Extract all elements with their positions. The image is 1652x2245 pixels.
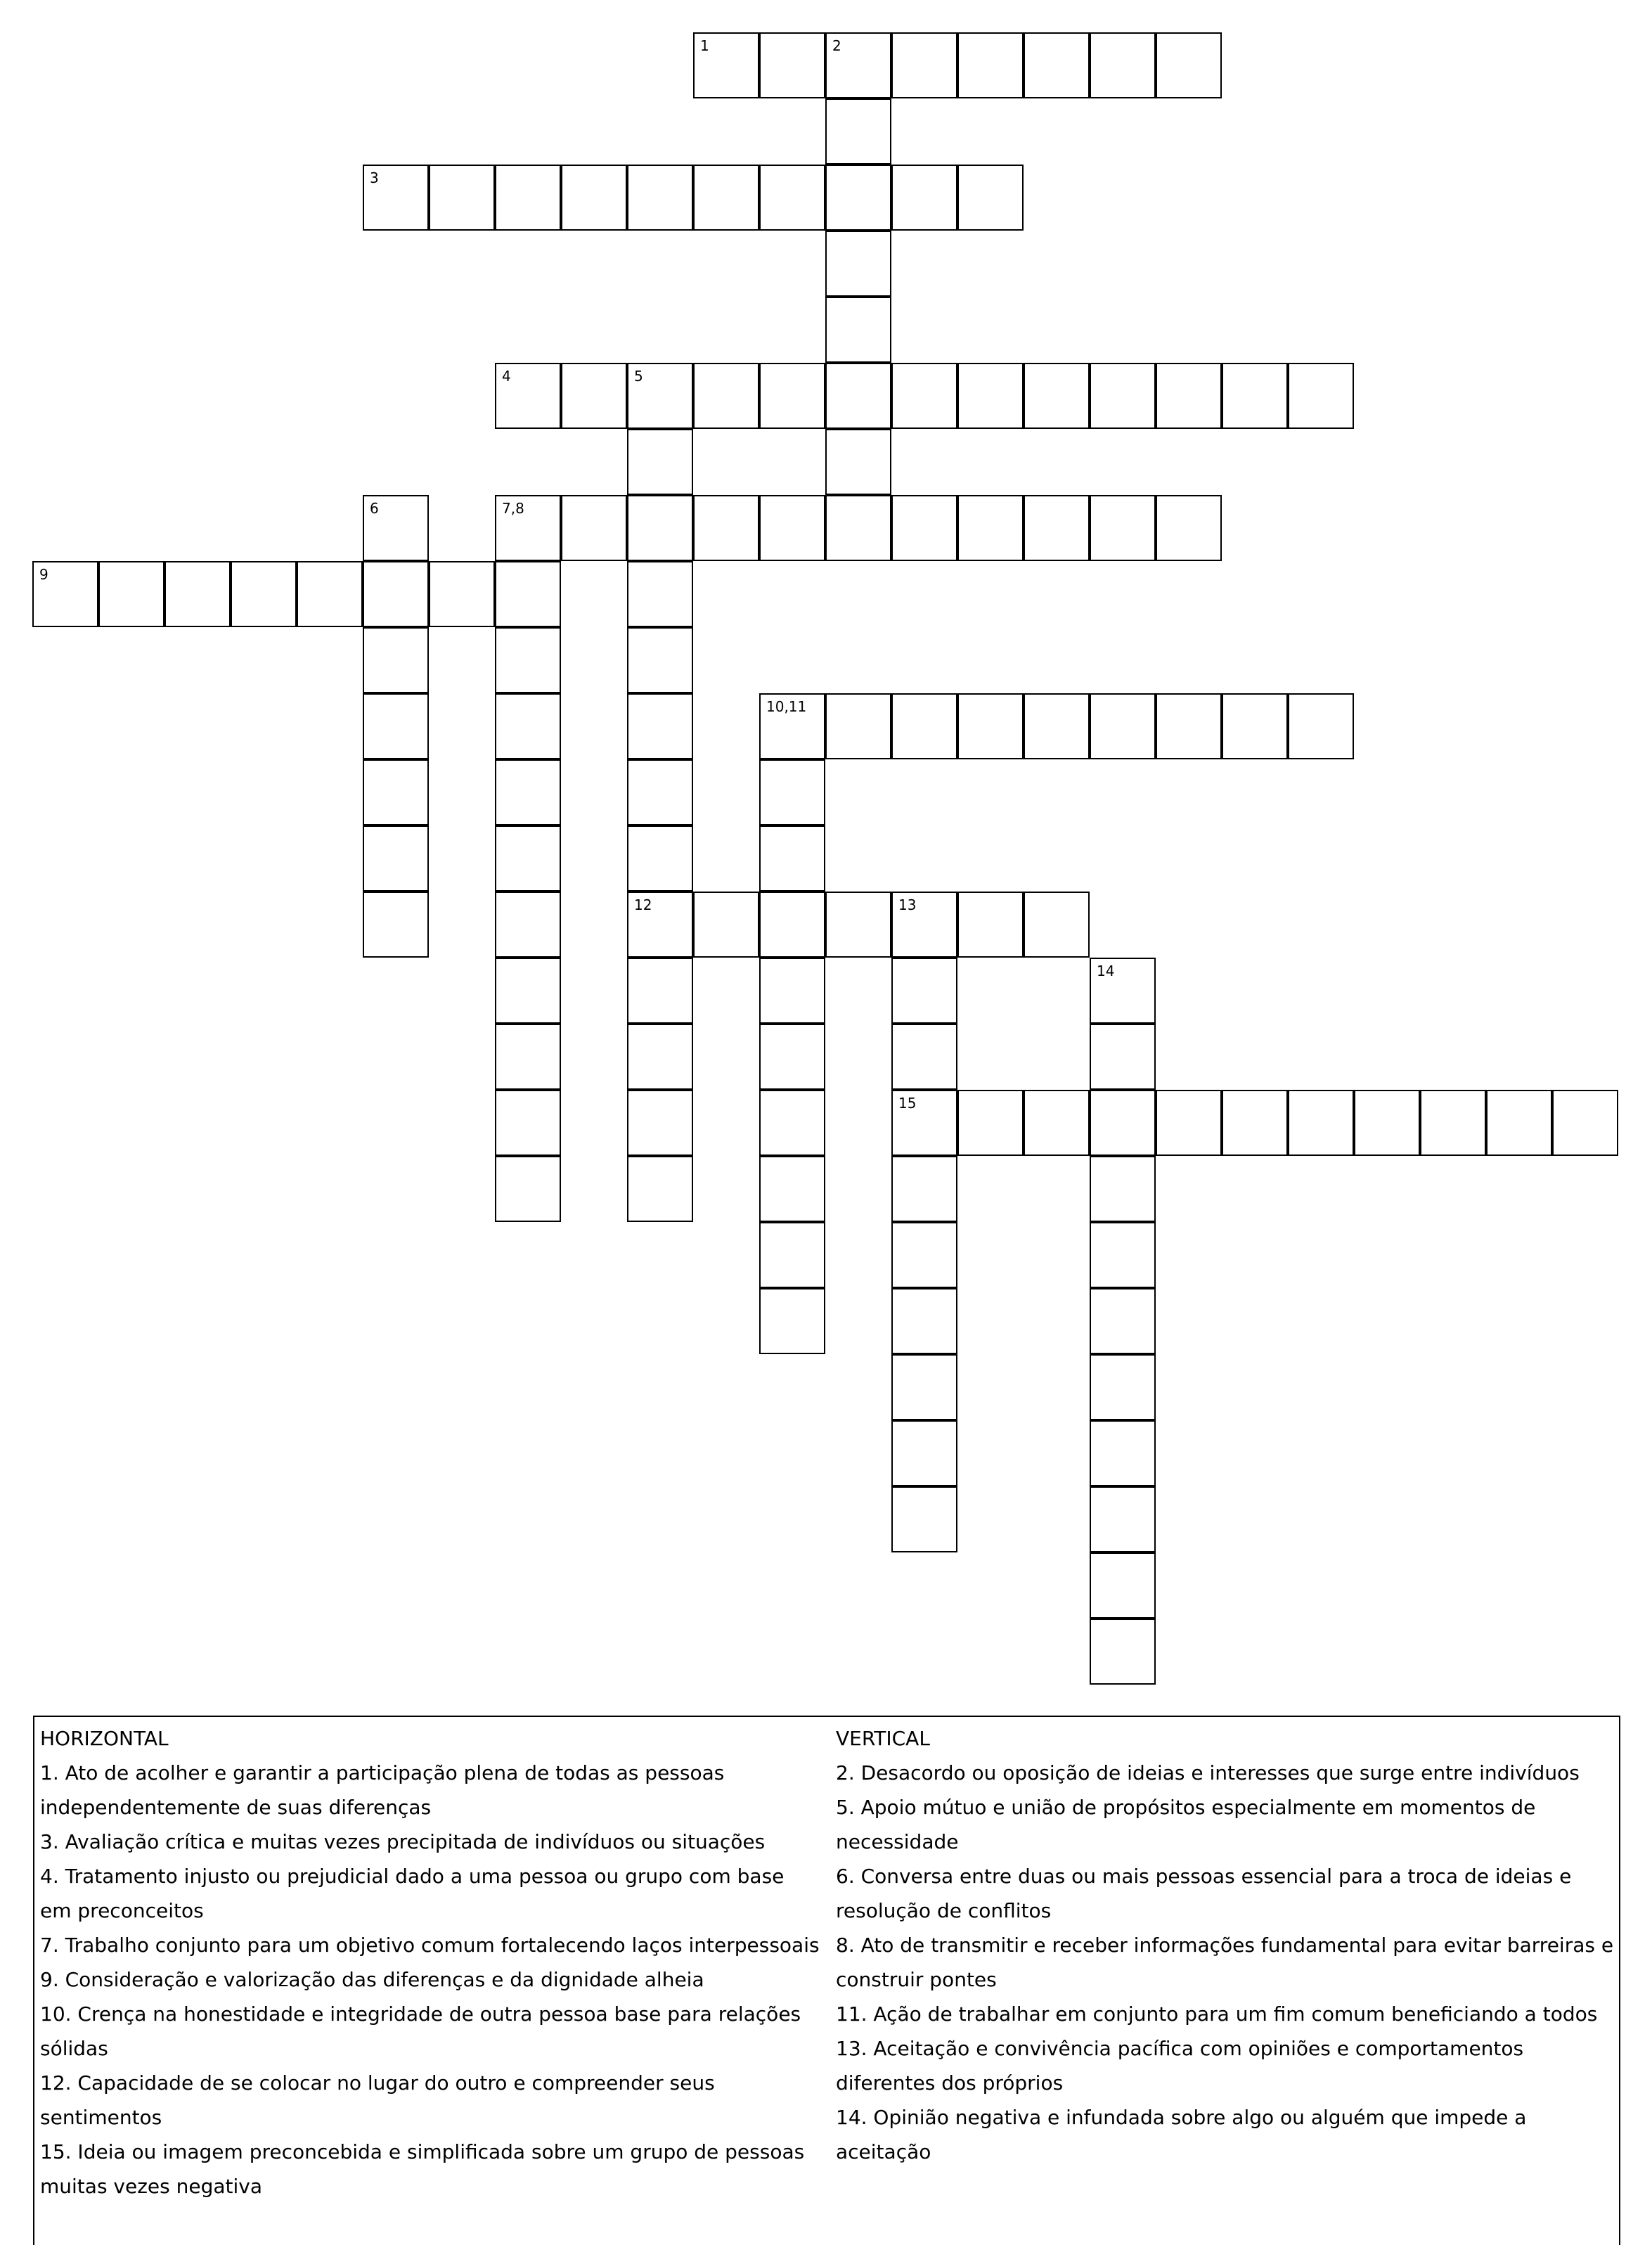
grid-cell [627, 1024, 693, 1090]
grid-cell [1090, 693, 1156, 759]
grid-cell [891, 1420, 957, 1486]
grid-cell [825, 165, 891, 231]
grid-cell [1288, 693, 1354, 759]
grid-cell [957, 495, 1024, 561]
grid-cell [1024, 892, 1090, 958]
clue-v-8: 8. Ato de transmitir e receber informações fundamental para evitar barreiras e construir pontes [836, 1934, 1614, 1991]
grid-cell [693, 165, 759, 231]
grid-cell [825, 693, 891, 759]
grid-cell [1090, 958, 1156, 1024]
grid-cell [825, 32, 891, 98]
vertical-clues [836, 1721, 1616, 2169]
grid-cell [627, 1156, 693, 1222]
grid-cell [825, 231, 891, 297]
clue-number: 4 [502, 368, 511, 385]
horizontal-clues [40, 1721, 820, 2204]
grid-cell [1090, 363, 1156, 429]
clue-h-9: 9. Consideração e valorização das diferenças e da dignidade alheia [40, 1968, 704, 1991]
grid-cell [1156, 495, 1222, 561]
grid-cell [627, 759, 693, 825]
grid-cell [1090, 1156, 1156, 1222]
grid-cell [1090, 1090, 1156, 1156]
grid-cell [759, 892, 825, 958]
grid-cell [759, 759, 825, 825]
grid-cell [891, 892, 957, 958]
grid-cell [495, 363, 561, 429]
grid-cell [891, 958, 957, 1024]
grid-cell [1024, 1090, 1090, 1156]
grid-cell [891, 1090, 957, 1156]
clue-v-13: 13. Aceitação e convivência pacífica com opiniões e comportamentos diferentes dos próprios [836, 2037, 1524, 2095]
grid-cell [891, 32, 957, 98]
grid-cell [1090, 1354, 1156, 1420]
clue-number: 10,11 [766, 698, 807, 715]
grid-cell [1090, 1552, 1156, 1619]
grid-cell [495, 1024, 561, 1090]
grid-cell [1090, 1024, 1156, 1090]
grid-cell [495, 825, 561, 892]
grid-cell [429, 165, 495, 231]
grid-cell [957, 165, 1024, 231]
grid-cell [495, 495, 561, 561]
clue-number: 15 [898, 1095, 917, 1112]
clue-number: 5 [634, 368, 643, 385]
clue-h-4: 4. Tratamento injusto ou prejudicial dado a uma pessoa ou grupo com base em preconceitos [40, 1865, 785, 1922]
grid-cell [891, 1288, 957, 1354]
clue-number: 12 [634, 896, 652, 913]
grid-cell [627, 627, 693, 693]
horizontal-heading: HORIZONTAL [40, 1727, 169, 1750]
clue-h-3: 3. Avaliação crítica e muitas vezes precipitada de indivíduos ou situações [40, 1830, 766, 1853]
grid-cell [1090, 1222, 1156, 1288]
grid-cell [1222, 1090, 1288, 1156]
clue-h-15: 15. Ideia ou imagem preconcebida e simplificada sobre um grupo de pessoas muitas vezes negativa [40, 2140, 805, 2198]
grid-cell [759, 1090, 825, 1156]
grid-cell [363, 627, 429, 693]
grid-cell [759, 693, 825, 759]
grid-cell [627, 825, 693, 892]
grid-cell [495, 561, 561, 627]
grid-cell [363, 759, 429, 825]
grid-cell [627, 495, 693, 561]
grid-cell [825, 892, 891, 958]
clue-h-1: 1. Ato de acolher e garantir a participação plena de todas as pessoas independentemente de suas diferenças [40, 1761, 725, 1819]
grid-cell [891, 693, 957, 759]
grid-cell [1288, 363, 1354, 429]
grid-cell [891, 165, 957, 231]
grid-cell [825, 495, 891, 561]
grid-cell [1354, 1090, 1420, 1156]
clue-number: 9 [39, 566, 49, 583]
grid-cell [495, 892, 561, 958]
grid-cell [825, 98, 891, 165]
grid-cell [561, 363, 627, 429]
grid-cell [1090, 1288, 1156, 1354]
grid-cell [32, 561, 98, 627]
grid-cell [1156, 693, 1222, 759]
grid-cell [297, 561, 363, 627]
grid-cell [627, 165, 693, 231]
grid-cell [495, 1156, 561, 1222]
grid-cell [693, 32, 759, 98]
clue-number: 3 [370, 169, 379, 186]
grid-cell [1024, 32, 1090, 98]
clue-v-2: 2. Desacordo ou oposição de ideias e interesses que surge entre indivíduos [836, 1761, 1580, 1784]
grid-cell [891, 1222, 957, 1288]
grid-cell [759, 32, 825, 98]
grid-cell [759, 1288, 825, 1354]
grid-cell [957, 693, 1024, 759]
grid-cell [957, 363, 1024, 429]
grid-cell [1090, 1486, 1156, 1552]
grid-cell [1486, 1090, 1552, 1156]
clue-number: 1 [700, 37, 709, 54]
grid-cell [363, 693, 429, 759]
grid-cell [693, 363, 759, 429]
grid-cell [1024, 363, 1090, 429]
grid-cell [1156, 32, 1222, 98]
grid-cell [627, 892, 693, 958]
grid-cell [164, 561, 231, 627]
grid-cell [891, 1024, 957, 1090]
grid-cell [429, 561, 495, 627]
grid-cell [825, 363, 891, 429]
grid-cell [1090, 1619, 1156, 1685]
vertical-heading: VERTICAL [836, 1727, 930, 1750]
grid-cell [495, 759, 561, 825]
grid-cell [759, 1024, 825, 1090]
grid-cell [363, 561, 429, 627]
grid-cell [627, 958, 693, 1024]
grid-cell [1288, 1090, 1354, 1156]
clue-number: 13 [898, 896, 917, 913]
grid-cell [759, 958, 825, 1024]
grid-cell [891, 1354, 957, 1420]
grid-cell [693, 495, 759, 561]
clue-number: 14 [1097, 963, 1115, 979]
grid-cell [627, 429, 693, 495]
clue-number: 7,8 [502, 500, 524, 517]
grid-cell [957, 32, 1024, 98]
grid-cell [363, 892, 429, 958]
clue-v-6: 6. Conversa entre duas ou mais pessoas essencial para a troca de ideias e resolução de conflitos [836, 1865, 1572, 1922]
grid-cell [1222, 363, 1288, 429]
grid-cell [759, 1222, 825, 1288]
grid-cell [891, 1486, 957, 1552]
grid-cell [495, 165, 561, 231]
grid-cell [759, 165, 825, 231]
grid-cell [825, 297, 891, 363]
grid-cell [495, 1090, 561, 1156]
clue-number: 2 [832, 37, 841, 54]
grid-cell [363, 495, 429, 561]
grid-cell [759, 1156, 825, 1222]
grid-cell [759, 363, 825, 429]
grid-cell [627, 561, 693, 627]
grid-cell [363, 165, 429, 231]
grid-cell [363, 825, 429, 892]
clue-v-11: 11. Ação de trabalhar em conjunto para um fim comum beneficiando a todos [836, 2002, 1598, 2026]
clue-h-10: 10. Crença na honestidade e integridade de outra pessoa base para relações sólidas [40, 2002, 801, 2060]
grid-cell [627, 363, 693, 429]
grid-cell [957, 1090, 1024, 1156]
grid-cell [495, 958, 561, 1024]
grid-cell [693, 892, 759, 958]
grid-cell [1090, 495, 1156, 561]
grid-cell [561, 495, 627, 561]
grid-cell [627, 1090, 693, 1156]
clue-h-12: 12. Capacidade de se colocar no lugar do outro e compreender seus sentimentos [40, 2071, 715, 2129]
grid-cell [1024, 495, 1090, 561]
grid-cell [1222, 693, 1288, 759]
clues-box [33, 1716, 1620, 2245]
grid-cell [891, 1156, 957, 1222]
grid-cell [957, 892, 1024, 958]
clue-v-14: 14. Opinião negativa e infundada sobre algo ou alguém que impede a aceitação [836, 2106, 1527, 2163]
grid-cell [891, 363, 957, 429]
grid-cell [1090, 32, 1156, 98]
clue-number: 6 [370, 500, 379, 517]
clue-v-5: 5. Apoio mútuo e união de propósitos especialmente em momentos de necessidade [836, 1796, 1536, 1853]
grid-cell [891, 495, 957, 561]
grid-cell [231, 561, 297, 627]
grid-cell [1156, 363, 1222, 429]
grid-cell [825, 429, 891, 495]
grid-cell [1552, 1090, 1618, 1156]
grid-cell [98, 561, 164, 627]
grid-cell [627, 693, 693, 759]
grid-cell [1090, 1420, 1156, 1486]
grid-cell [759, 495, 825, 561]
grid-cell [1420, 1090, 1486, 1156]
grid-cell [1024, 693, 1090, 759]
clue-h-7: 7. Trabalho conjunto para um objetivo comum fortalecendo laços interpessoais [40, 1934, 820, 1957]
grid-cell [495, 627, 561, 693]
grid-cell [1156, 1090, 1222, 1156]
grid-cell [561, 165, 627, 231]
grid-cell [495, 693, 561, 759]
grid-cell [759, 825, 825, 892]
